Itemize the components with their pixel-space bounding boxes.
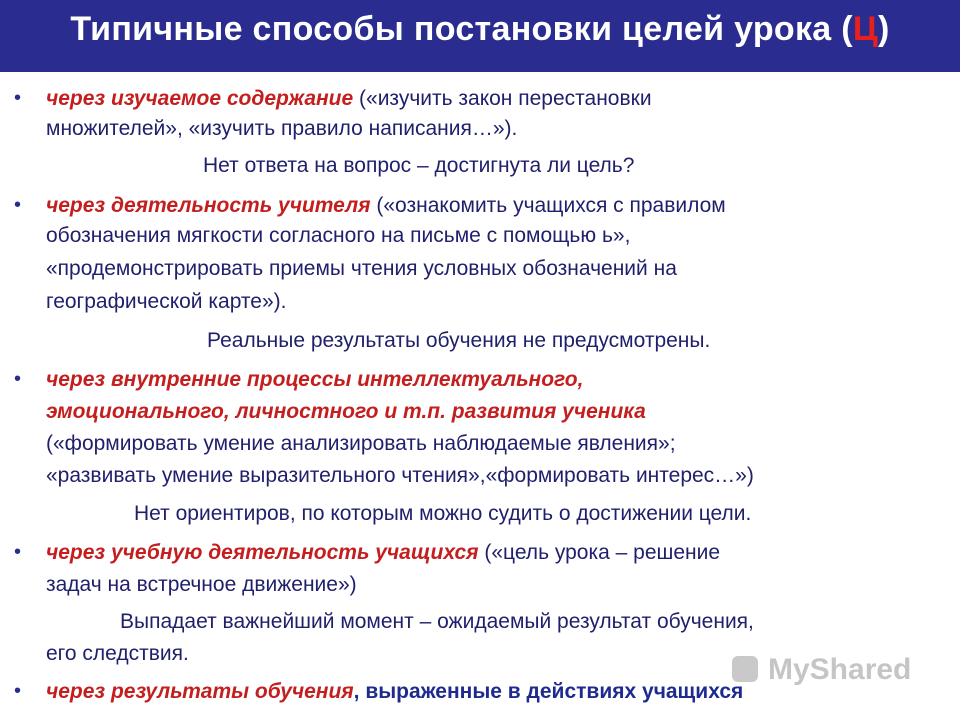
item-4-note-line-1: Выпадает важнейший момент – ожидаемый результат обучения, (120, 610, 754, 633)
bullet-5: • (14, 680, 22, 702)
item-2-line-4: географической карте»). (46, 290, 287, 313)
item-3-line-4: «развивать умение выразительного чтения»,«формировать интерес…») (46, 464, 754, 487)
title-accent: Ц (852, 10, 879, 48)
item-2-line-1: через деятельность учителя («ознакомить учащихся с правилом (46, 194, 726, 217)
item-1-line-1: через изучаемое содержание («изучить закон перестановки (46, 87, 652, 110)
item-2-note: Реальные результаты обучения не предусмотрены. (207, 329, 711, 352)
title-close: ) (878, 10, 890, 48)
item-4-line-1: через учебную деятельность учащихся («цель урока – решение (46, 541, 721, 564)
item-4-line-2: задач на встречное движение») (46, 573, 357, 596)
item-3-line-1: через внутренние процессы интеллектуального, (46, 368, 584, 391)
item-2-line-3: «продемонстрировать приемы чтения условных обозначений на (46, 257, 677, 280)
title-text: Типичные способы постановки целей урока ( (70, 10, 853, 48)
item-5-line-1: через результаты обучения, выраженные в действиях учащихся (46, 680, 744, 703)
bullet-3: • (14, 368, 22, 390)
watermark: MyShared (768, 653, 912, 686)
bullet-4: • (14, 541, 22, 563)
bullet-2: • (14, 194, 22, 216)
item-3-line-3: («формировать умение анализировать наблюдаемые явления»; (46, 432, 676, 455)
item-1-note: Нет ответа на вопрос – достигнута ли цель? (203, 154, 635, 177)
item-2-line-2: обозначения мягкости согласного на письме с помощью ь», (46, 224, 631, 247)
bullet-1: • (14, 87, 22, 109)
item-3-note: Нет ориентиров, по которым можно судить о достижении цели. (134, 502, 752, 525)
item-3-line-2: эмоционального, личностного и т.п. развития ученика (46, 400, 646, 423)
item-1-line-2: множителей», «изучить правило написания…»). (46, 117, 518, 140)
item-4-note-line-2: его следствия. (46, 642, 189, 665)
